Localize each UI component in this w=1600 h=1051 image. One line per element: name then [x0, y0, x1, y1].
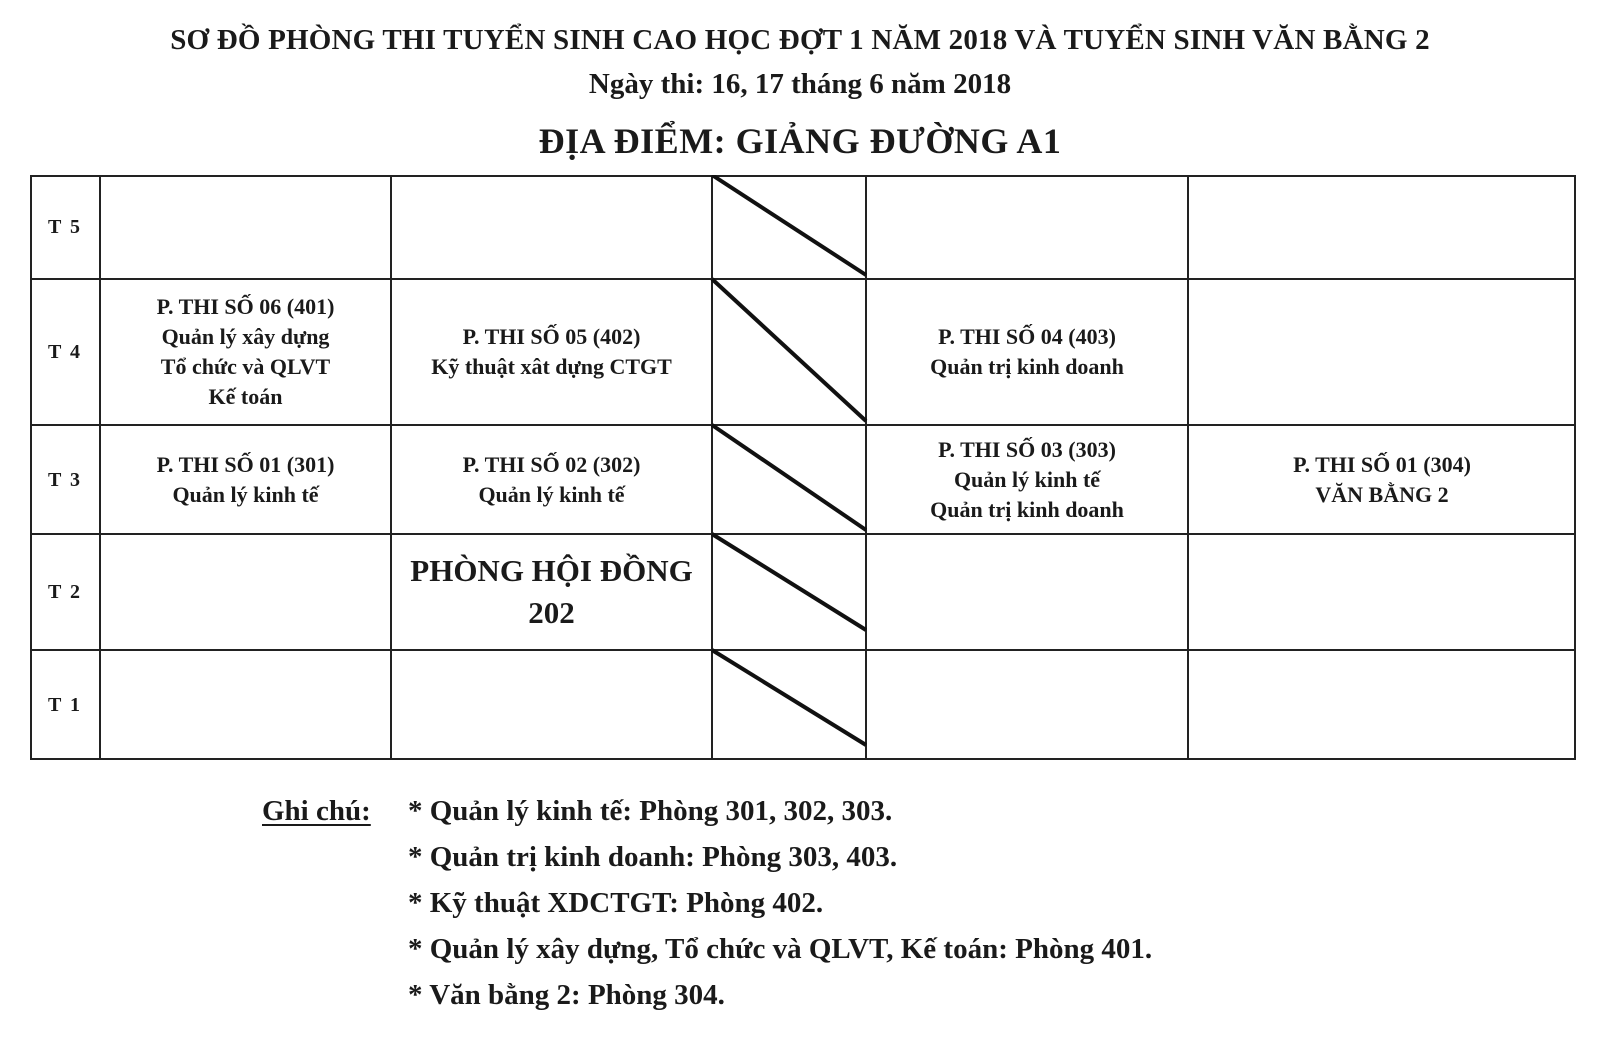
- note-item: * Văn bằng 2: Phòng 304.: [408, 979, 725, 1011]
- council-title: PHÒNG HỘI ĐỒNG: [410, 553, 693, 588]
- room-title: P. THI SỐ 05 (402): [462, 324, 641, 349]
- stairwell-diagonal: [712, 175, 866, 275]
- room-title: P. THI SỐ 02 (302): [462, 451, 641, 477]
- stairwell-diagonal: [712, 534, 866, 630]
- note-item: * Quản trị kinh doanh: Phòng 303, 403.: [408, 841, 898, 873]
- room-subject: VĂN BẰNG 2: [1315, 481, 1449, 507]
- room-title: P. THI SỐ 04 (403): [938, 324, 1116, 349]
- floor-label-t1: T 1: [48, 694, 82, 716]
- note-item: * Quản lý xây dựng, Tổ chức và QLVT, Kế toán: Phòng 401.: [408, 933, 1153, 965]
- floor-label-t4: T 4: [48, 341, 82, 363]
- room-subject: Quản trị kinh doanh: [930, 354, 1124, 379]
- room-304: [1188, 425, 1576, 534]
- room-401: [100, 279, 391, 425]
- room-subject: Tổ chức và QLVT: [160, 354, 331, 379]
- exam-date: Ngày thi: 16, 17 tháng 6 năm 2018: [588, 68, 1012, 100]
- council-number: 202: [528, 595, 575, 630]
- room-403: [866, 279, 1188, 425]
- stairwell-diagonal: [712, 425, 866, 530]
- room-title: P. THI SỐ 01 (301): [156, 451, 335, 477]
- floor-label-t3: T 3: [48, 468, 82, 491]
- room-202-council: [391, 534, 712, 650]
- room-subject: Kỹ thuật xât dựng CTGT: [431, 354, 672, 379]
- exam-location: ĐỊA ĐIỂM: GIẢNG ĐƯỜNG A1: [538, 121, 1062, 161]
- room-subject: Quản trị kinh doanh: [930, 496, 1124, 522]
- room-title: P. THI SỐ 01 (304): [1293, 451, 1471, 477]
- room-302: [391, 425, 712, 534]
- room-subject: Quản lý kinh tế: [953, 466, 1101, 492]
- room-402: [391, 279, 712, 425]
- floor-label-t2: T 2: [48, 581, 82, 603]
- stairwell-diagonal: [712, 650, 866, 745]
- stairwell-diagonal: [712, 279, 866, 421]
- document-title: SƠ ĐỒ PHÒNG THI TUYỂN SINH CAO HỌC ĐỢT 1 NĂM 2018 VÀ TUYỂN SINH VĂN BẰNG 2: [170, 24, 1430, 56]
- room-subject: Quản lý kinh tế: [478, 481, 625, 507]
- notes-label: Ghi chú:: [262, 795, 371, 827]
- room-layout-grid: [30, 175, 1576, 760]
- room-title: P. THI SỐ 03 (303): [938, 436, 1116, 462]
- room-subject: Quản lý xây dựng: [161, 324, 330, 349]
- room-subject: Kế toán: [208, 384, 283, 409]
- room-title: P. THI SỐ 06 (401): [156, 294, 335, 319]
- room-303: [866, 425, 1188, 534]
- note-item: * Kỹ thuật XDCTGT: Phòng 402.: [408, 887, 824, 919]
- floor-label-t5: T 5: [48, 216, 82, 238]
- room-subject: Quản lý kinh tế: [172, 481, 319, 507]
- room-301: [100, 425, 391, 534]
- note-item: * Quản lý kinh tế: Phòng 301, 302, 303.: [408, 795, 893, 827]
